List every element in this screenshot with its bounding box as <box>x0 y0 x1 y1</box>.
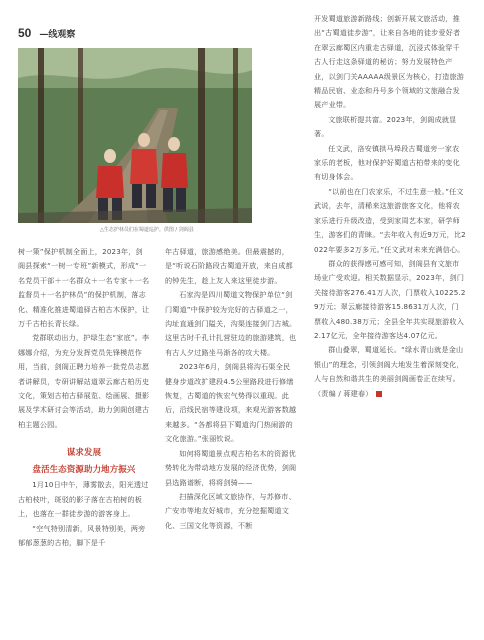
column-right <box>314 12 466 401</box>
paragraph: 1月10日中午，薄雾散去，阳光透过古柏枝叶，斑驳的影子落在古柏树的板上，也落在一群徒步游的游客身上。 <box>18 480 149 519</box>
paragraph: 树一策”保护机制全面上，2023年，剑阁县探索“一树一专班”新模式，形成“一名党员干部＋一名群众＋一名专家＋一名监督员＋一名护林员”的保护机制，落志化、精准化推进蜀道驿古柏古木保护，让万千古柏长青长绿。 <box>18 247 150 329</box>
paragraph: 任文武，洛安镇拱马埠段古蜀道旁一家农家乐的老板，他对保护好蜀道古柏带来的变化有切身体会。 <box>314 143 460 182</box>
paragraph: “空气特别清新，风景特别美，两旁郁郁葱葱的古柏，脚下是千 <box>18 523 146 547</box>
subheading-primary: 谋求发展 <box>66 447 102 458</box>
photo-caption: △生态护林员们在蜀道巡护。供图 / 剑阁县 <box>100 227 194 233</box>
paragraph: 开发蜀道旅游新路线；创新开展文旅活动，推出“古蜀道徒步游”，让来自各地的徒步爱好者在翠云廊蜀区内重走古驿道，沉浸式体验穿千古人行走这条驿道的秘访；努力发展特色产业，以剑门关AAAAA级景区为核心，打造旅游精品民宿、业态和丹号多个领域的文旅融合发展产业带。 <box>314 14 465 110</box>
page-number: 50 <box>18 26 32 40</box>
section-title: —线观察 <box>39 30 76 40</box>
paragraph: 年古驿道，旅游感绝美。但最震撼的，是“听说石阶路段古蜀道开放，来自成都的钟先生，趁上友人来这里徒步游。 <box>165 247 293 285</box>
forest-patrol-illustration <box>18 48 252 223</box>
paragraph-final <box>314 343 466 401</box>
paragraph: 群众的获得感可感可知，剑阁县有文旅市场业广受欢迎。相关数据显示，2023年，剑门关接待游客276.41万人次，门票收入10225.29万元；翠云廊接待游客15.8631万人次，门票收入480.38万元；全县全年共实现旅游收入2.17亿元，全年接待游客达4.07亿元。 <box>314 258 466 340</box>
paragraph: 2023年6月，剑阁县将沟石渠全民健身步道改扩建段4.5公里路段进行修缮恢复，古蜀道的恢宏气势得以重现。此后，沿线民宿等建设项，来观光游客数越来越多。“各都将县下蜀道沟门热闹游的文化旅游。”张丽钦说。 <box>165 362 297 444</box>
paragraph: 文旅联析提共富。2023年，剑阁成就显著。 <box>314 114 457 139</box>
paragraph: “以前也在门农家乐，不过生意一般。”任文武说，去年，清稀来这旅游旅客文化，他将农家乐进行升级改造，受到家周艺本家，研学师生，游客们的青睐。“去年收入有近9万元，比2022年要多2万多元。”任文武对未来充满信心。 <box>314 186 466 254</box>
paragraph: 扫描深化区域文旅协作，与苏修市、广安市等地友好城市，充分挖掘蜀道文化、三国文化等资源，不断 <box>165 491 296 530</box>
subheading-secondary: 盘活生态资源助力地方振兴 <box>32 464 136 475</box>
paragraph: 党群联动出力，护绿生态“家底”。李娜娜介绍，为充分发挥党员先锋模范作用，当前，剑阁正聘力培养一批党员志愿者讲解员，专研讲解站道翠云廊古柏历史文化，策划古柏古驿展览、绘画展、摄影展及学术研讨会等活动，助力剑阁创建古柏主题公园。 <box>18 333 150 429</box>
column-left <box>18 245 150 550</box>
paragraph: 石家沟是四川蜀道文物保护单位“剑门蜀道”中保护较为完好的古驿道之一，沟址直通剑门隘关，沟渠连接剑门古城。这里古时千孔计扎营驻边的旅游建筑，也有古人夕过路坐马渐各的攻大楼。 <box>165 290 297 357</box>
end-mark-icon <box>376 391 382 397</box>
column-middle <box>165 245 297 533</box>
forest-patrol-photo <box>18 48 252 223</box>
page-header <box>18 26 75 44</box>
paragraph: 如何将蜀道景点观古柏名木的资源优势转化为带动地方发展的经济优势，剑阁县选路谱断，将将剑骑—— <box>165 448 297 487</box>
paragraph-final-text: 群山叠翠，蜀道延长。“绿水青山就是金山银山”的理念，引领剑阁大地发生着深刻变化，人与自然和谐共生的美丽剑阁画卷正在续写。（责编 / 蒋建春） <box>314 345 464 398</box>
